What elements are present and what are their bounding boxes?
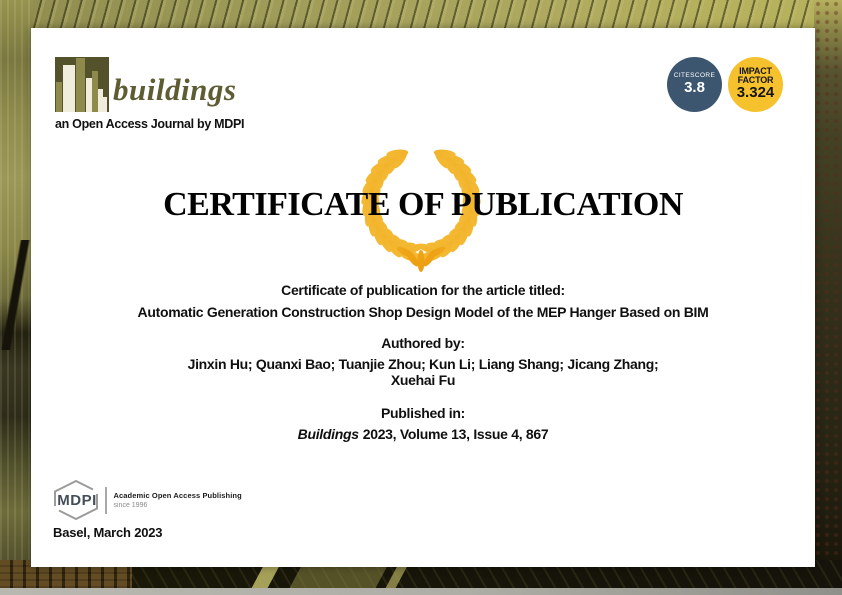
impact-factor-value: 3.324 bbox=[736, 84, 775, 102]
background-gray-strip bbox=[0, 588, 842, 595]
certificate-card bbox=[31, 28, 815, 567]
citescore-label: CITESCORE bbox=[673, 72, 716, 80]
mdpi-publisher-logo bbox=[53, 480, 242, 520]
publication-details: , Volume 13, Issue 4, 867 bbox=[392, 426, 549, 442]
impact-factor-label: IMPACT FACTOR bbox=[737, 66, 774, 86]
article-title: Automatic Generation Construction Shop Design Model of the MEP Hanger Based on BIM bbox=[137, 304, 709, 320]
background-photo-top-band bbox=[0, 0, 842, 30]
mdpi-logo-text: MDPI bbox=[57, 492, 97, 509]
certificate-intro-line: Certificate of publication for the article titled: bbox=[281, 282, 565, 298]
journal-tagline: an Open Access Journal by MDPI bbox=[55, 117, 245, 131]
published-in-label: Published in: bbox=[381, 405, 465, 421]
background-photo-left-band bbox=[0, 0, 33, 595]
authored-by-label: Authored by: bbox=[381, 335, 465, 351]
mdpi-logo-divider bbox=[105, 487, 107, 514]
publisher-line-2: since 1996 bbox=[113, 502, 148, 509]
publication-reference bbox=[31, 426, 815, 442]
citescore-value: 3.8 bbox=[684, 79, 705, 97]
journal-logotype: buildings bbox=[113, 72, 237, 107]
publisher-line-1: Academic Open Access Publishing bbox=[113, 491, 242, 500]
impact-factor-badge bbox=[728, 57, 783, 112]
citescore-badge bbox=[667, 57, 722, 112]
certificate-title: CERTIFICATE OF PUBLICATION bbox=[163, 186, 683, 223]
buildings-journal-logo-icon bbox=[55, 57, 109, 112]
publication-journal-name: Buildings bbox=[297, 426, 359, 442]
place-and-date: Basel, March 2023 bbox=[53, 525, 163, 540]
authors-line-1: Jinxin Hu; Quanxi Bao; Tuanjie Zhou; Kun Li; Liang Shang; Jicang Zhang; bbox=[187, 356, 659, 372]
mdpi-hexagon-icon bbox=[53, 480, 99, 520]
publication-year: 2023 bbox=[362, 426, 393, 442]
authors-line-2: Xuehai Fu bbox=[390, 372, 456, 388]
background-photo-right-band bbox=[814, 0, 842, 595]
